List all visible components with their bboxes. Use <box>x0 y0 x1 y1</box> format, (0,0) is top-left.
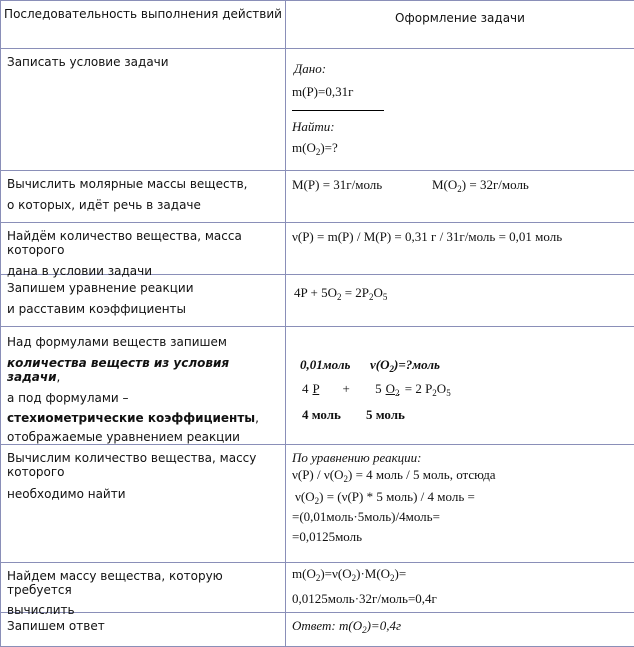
step-text: Вычислить молярные массы веществ, <box>1 177 285 191</box>
given-amounts-line: 0,01моль $v(O_2)=?моль$ <box>294 357 634 373</box>
step-cell <box>1 223 286 275</box>
table-row <box>1 563 634 613</box>
reaction-equation: 4 P + 5 $O_2 = 2$ $P_2O_5$ <box>296 381 634 397</box>
step-cell <box>1 275 286 327</box>
table-row <box>1 445 634 563</box>
calc-line: =(0,01моль·5моль)/4моль= <box>286 509 634 525</box>
calc-line: $\nu(O_2) = (\nu(P) * 5$ моль) / 4 моль = <box>289 489 634 505</box>
table-row <box>1 171 634 223</box>
header-steps-label: Последовательность выполнения действий <box>1 7 285 21</box>
step-text: о которых, идёт речь в задаче <box>1 198 285 212</box>
coefficients-line: 4 моль 5 моль <box>296 407 634 423</box>
reaction-equation: $4P + 5O_2 = 2P_2O_5$ <box>288 285 634 301</box>
find-label: Найти: <box>286 119 634 135</box>
work-cell <box>286 171 634 223</box>
step-text: дана в условии задачи <box>1 264 285 278</box>
table-row <box>1 275 634 327</box>
work-cell <box>286 445 634 563</box>
given-separator <box>292 110 384 111</box>
work-cell <box>286 49 634 171</box>
step-text: Над формулами веществ запишем <box>1 335 285 349</box>
step-text: необходимо найти <box>1 487 285 501</box>
step-cell <box>1 613 286 647</box>
given-label: Дано: <box>288 61 634 77</box>
work-cell <box>286 327 634 445</box>
molar-mass-p: M(P) = 31г/моль <box>292 177 382 192</box>
step-cell <box>1 327 286 445</box>
work-cell <box>286 613 634 647</box>
step-text: Найдем массу вещества, которую требуется <box>1 569 285 597</box>
find-value: $m(O_2)=$? <box>286 140 634 156</box>
step-text: и расставим коэффициенты <box>1 302 285 316</box>
step-text: Записать условие задачи <box>1 55 285 69</box>
step-text: количества веществ из условия задачи, <box>1 356 285 384</box>
step-cell <box>1 445 286 563</box>
molar-mass-line <box>286 177 634 193</box>
table-row <box>1 327 634 445</box>
molar-mass-o2: $M(O_2)$ = 32г/моль <box>432 177 529 193</box>
step-cell <box>1 171 286 223</box>
step-cell <box>1 563 286 613</box>
amount-formula: ν(P) = m(P) / M(P) = 0,31 г / 31г/моль = 0,01 моль <box>286 229 634 245</box>
header-solution-label: Оформление задачи <box>286 11 634 25</box>
calc-line: По уравнению реакции: <box>286 450 634 466</box>
step-text: отображаемые уравнением реакции <box>1 430 285 444</box>
step-text: вычислить <box>1 603 285 617</box>
header-cell-solution <box>286 1 634 49</box>
work-cell <box>286 563 634 613</box>
calc-line: =0,0125моль <box>286 529 634 545</box>
step-text: Запишем ответ <box>1 619 285 633</box>
table-header-row <box>1 1 634 49</box>
table-row <box>1 613 634 647</box>
step-text: стехиометрические коэффициенты, <box>1 411 285 425</box>
answer: Ответ: $m(O_2)=0,4г$ <box>286 618 634 634</box>
mass-formula: $m(O_2)=\nu(O_2)\cdot M(O_2)=$ <box>286 566 634 582</box>
table-row <box>1 223 634 275</box>
work-cell <box>286 275 634 327</box>
step-text: Найдём количество вещества, масса которого <box>1 229 285 257</box>
step-cell <box>1 49 286 171</box>
header-cell-steps <box>1 1 286 49</box>
table-row <box>1 49 634 171</box>
unknown-amount: $v(O_2)=?моль$ <box>370 357 440 373</box>
given-value: m(P)=0,31г <box>286 84 634 100</box>
step-text: а под формулами – <box>1 391 285 405</box>
step-text: Вычислим количество вещества, массу которого <box>1 451 285 479</box>
work-cell <box>286 223 634 275</box>
calc-line: $\nu(P) / \nu(O_2) = 4$ моль / 5 моль, отсюда <box>286 467 634 483</box>
mass-result: 0,0125моль·32г/моль=0,4г <box>286 591 634 607</box>
step-text: Запишем уравнение реакции <box>1 281 285 295</box>
